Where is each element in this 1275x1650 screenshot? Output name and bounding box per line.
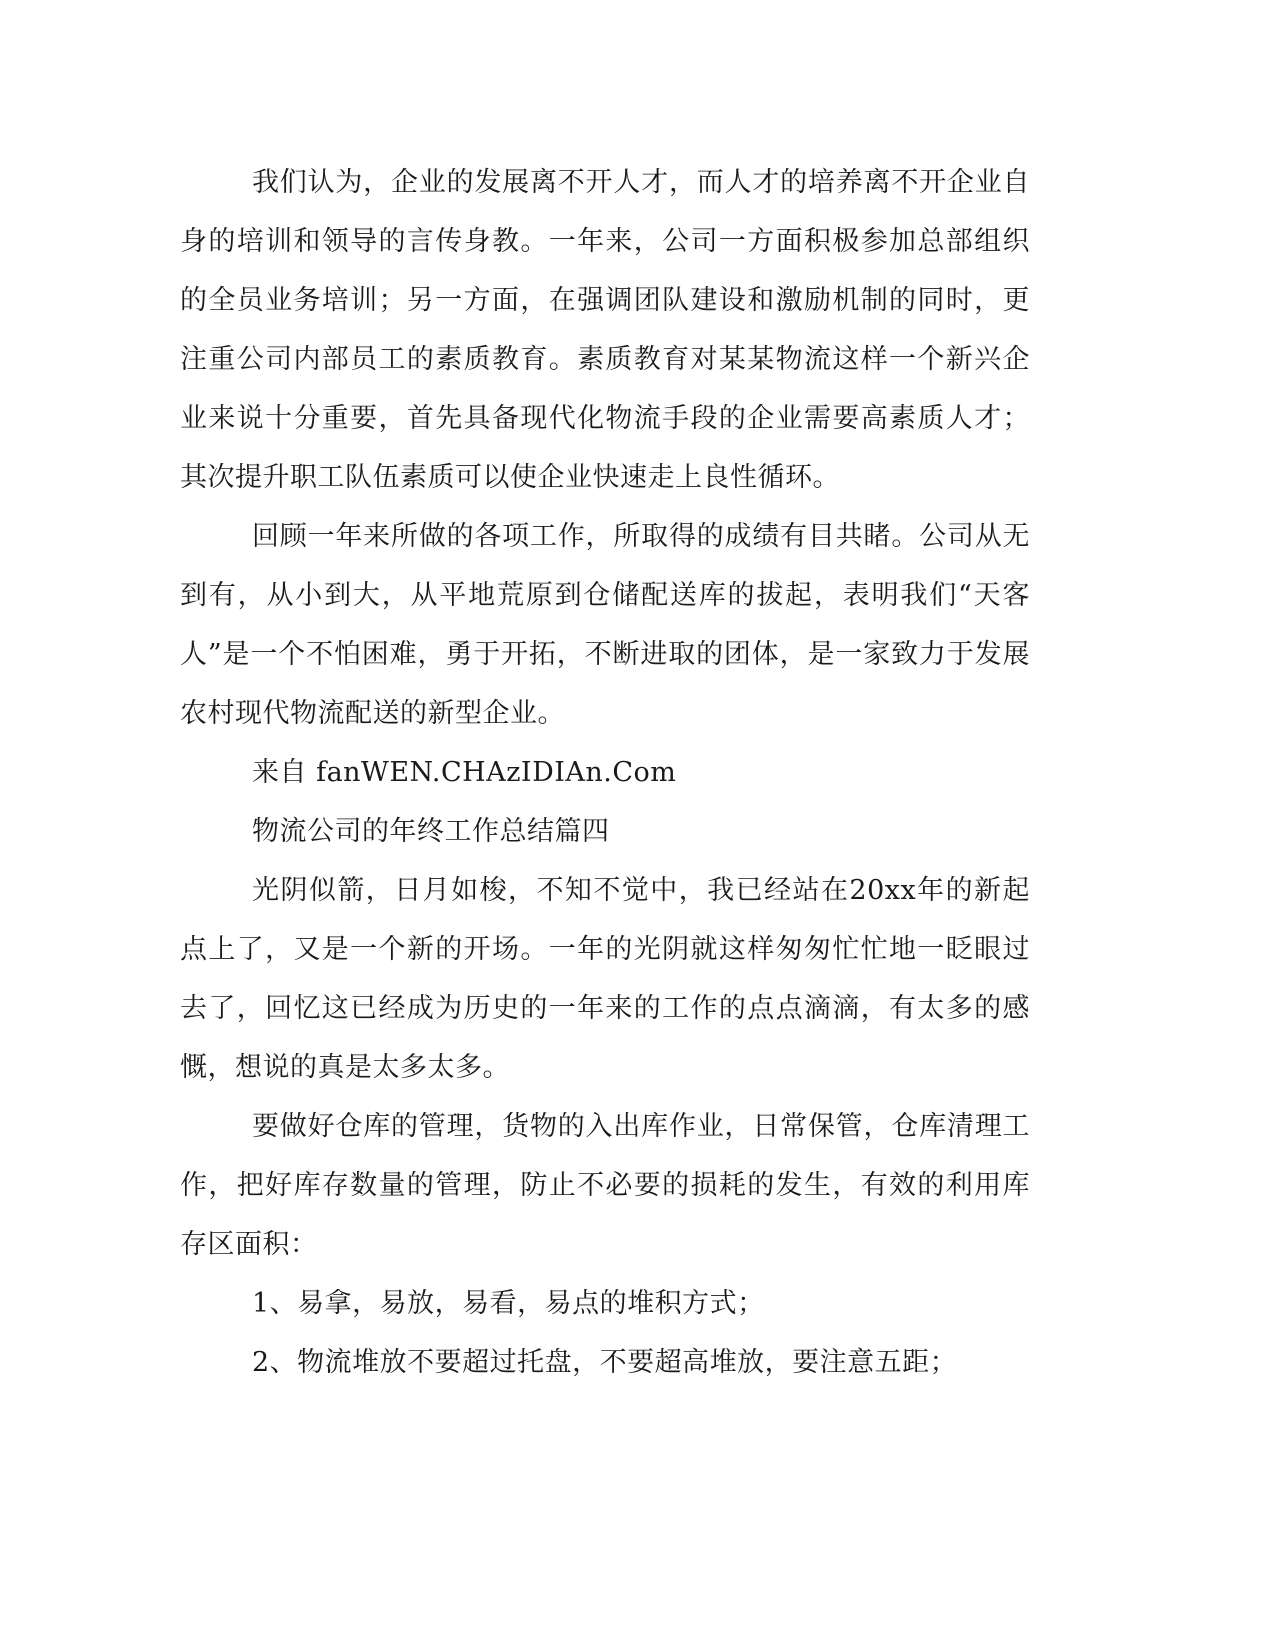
- paragraph-talent: 我们认为，企业的发展离不开人才，而人才的培养离不开企业自身的培训和领导的言传身教。一年来，公司一方面积极参加总部组织的全员业务培训；另一方面，在强调团队建设和激励机制的同时，更注重公司内部员工的素质教育。素质教育对某某物流这样一个新兴企业来说十分重要，首先具备现代化物流手段的企业需要高素质人才；其次提升职工队伍素质可以使企业快速走上良性循环。: [180, 167, 1030, 493]
- list-item-1: 1、易拿，易放，易看，易点的堆积方式；: [252, 1288, 765, 1319]
- paragraph-time: 光阴似箭，日月如梭，不知不觉中，我已经站在20xx年的新起点上了，又是一个新的开场。一年的光阴就这样匆匆忙忙地一眨眼过去了，回忆这已经成为历史的一年来的工作的点点滴滴，有太多的感慨，想说的真是太多太多。: [180, 875, 1030, 1083]
- document-page: [180, 153, 1030, 1392]
- paragraph-warehouse: 要做好仓库的管理，货物的入出库作业，日常保管，仓库清理工作，把好库存数量的管理，防止不必要的损耗的发生，有效的利用库存区面积：: [180, 1111, 1030, 1260]
- paragraph-review: 回顾一年来所做的各项工作，所取得的成绩有目共睹。公司从无到有，从小到大，从平地荒原到仓储配送库的拔起，表明我们“天客人”是一个不怕困难，勇于开拓，不断进取的团体，是一家致力于发展农村现代物流配送的新型企业。: [180, 521, 1030, 729]
- section-title: 物流公司的年终工作总结篇四: [252, 816, 610, 847]
- list-item-2: 2、物流堆放不要超过托盘，不要超高堆放，要注意五距；: [252, 1347, 958, 1378]
- source-line: 来自 fanWEN.CHAzIDIAn.Com: [252, 757, 677, 788]
